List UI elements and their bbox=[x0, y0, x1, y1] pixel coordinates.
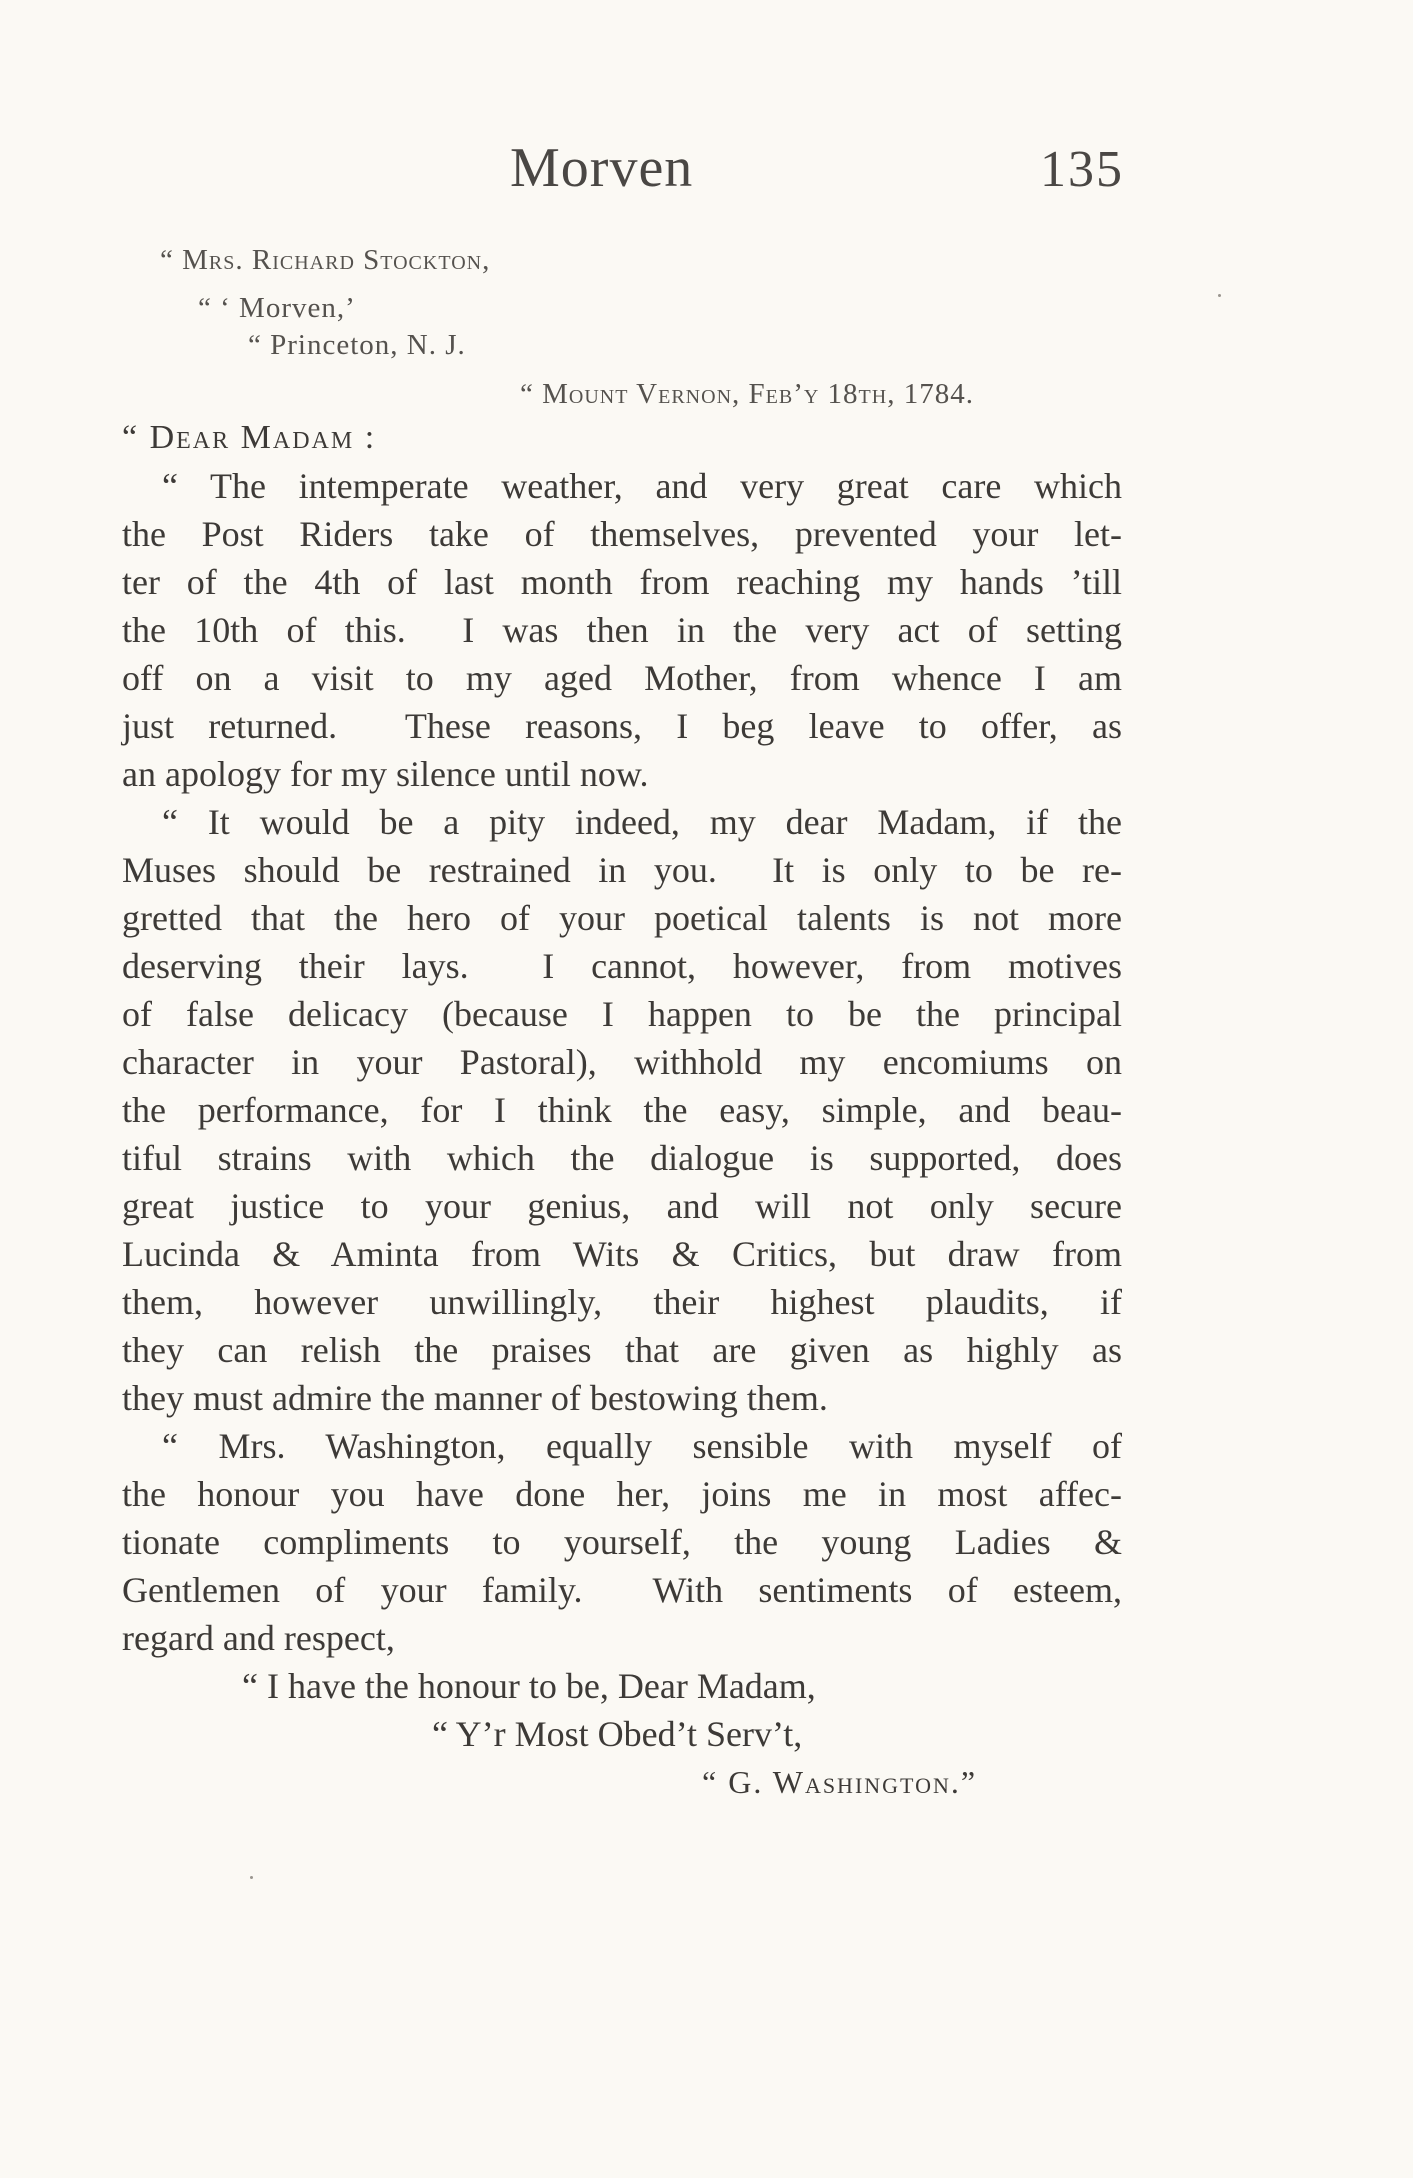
running-title: Morven bbox=[510, 137, 694, 199]
paragraph-2-line-8: tiful strains with which the dialogue is supported, does bbox=[122, 1138, 1122, 1178]
signature: “ G. Washington.” bbox=[702, 1764, 978, 1800]
address-line-town: “ Princeton, N. J. bbox=[248, 329, 466, 361]
paragraph-3-line-1: “ Mrs. Washington, equally sensible with myself of bbox=[162, 1426, 1122, 1466]
paragraph-2-line-9: great justice to your genius, and will not only secure bbox=[122, 1186, 1122, 1226]
dateline: “ Mount Vernon, Feb’y 18th, 1784. bbox=[520, 378, 974, 410]
paragraph-3-line-5: regard and respect, bbox=[122, 1618, 395, 1658]
paragraph-3-line-3: tionate compliments to yourself, the young Ladies & bbox=[122, 1522, 1122, 1562]
paragraph-1-line-4: the 10th of this. I was then in the very act of setting bbox=[122, 610, 1122, 650]
paragraph-1-line-5: off on a visit to my aged Mother, from whence I am bbox=[122, 658, 1122, 698]
paper-speck bbox=[250, 1876, 253, 1879]
closing-line-2: “ Y’r Most Obed’t Serv’t, bbox=[432, 1714, 803, 1754]
paragraph-1-line-1: “ The intemperate weather, and very great care which bbox=[162, 466, 1122, 506]
address-line-recipient: “ Mrs. Richard Stockton, bbox=[160, 244, 491, 276]
paragraph-2-line-12: they can relish the praises that are given as highly as bbox=[122, 1330, 1122, 1370]
paragraph-2-line-10: Lucinda & Aminta from Wits & Critics, but draw from bbox=[122, 1234, 1122, 1274]
paragraph-2-line-1: “ It would be a pity indeed, my dear Madam, if the bbox=[162, 802, 1122, 842]
paragraph-3-line-4: Gentlemen of your family. With sentiments of esteem, bbox=[122, 1570, 1122, 1610]
page-number: 135 bbox=[1040, 141, 1124, 198]
paragraph-1-line-2: the Post Riders take of themselves, prevented your let- bbox=[122, 514, 1122, 554]
paragraph-2-line-3: gretted that the hero of your poetical talents is not more bbox=[122, 898, 1122, 938]
paragraph-2-line-7: the performance, for I think the easy, simple, and beau- bbox=[122, 1090, 1122, 1130]
paragraph-2-line-2: Muses should be restrained in you. It is only to be re- bbox=[122, 850, 1122, 890]
paragraph-2-line-13: they must admire the manner of bestowing them. bbox=[122, 1378, 828, 1418]
address-line-estate: “ ‘ Morven,’ bbox=[198, 292, 356, 324]
salutation: “ Dear Madam : bbox=[122, 419, 377, 456]
paragraph-2-line-4: deserving their lays. I cannot, however, from motives bbox=[122, 946, 1122, 986]
paragraph-2-line-6: character in your Pastoral), withhold my encomiums on bbox=[122, 1042, 1122, 1082]
paragraph-2-line-11: them, however unwillingly, their highest plaudits, if bbox=[122, 1282, 1122, 1322]
paper-speck bbox=[1218, 294, 1221, 297]
paragraph-3-line-2: the honour you have done her, joins me in most affec- bbox=[122, 1474, 1122, 1514]
paragraph-2-line-5: of false delicacy (because I happen to be the principal bbox=[122, 994, 1122, 1034]
running-head bbox=[0, 136, 1413, 199]
paragraph-1-line-3: ter of the 4th of last month from reaching my hands ’till bbox=[122, 562, 1122, 602]
closing-line-1: “ I have the honour to be, Dear Madam, bbox=[242, 1666, 816, 1706]
paragraph-1-line-7: an apology for my silence until now. bbox=[122, 754, 649, 794]
paragraph-1-line-6: just returned. These reasons, I beg leave to offer, as bbox=[122, 706, 1122, 746]
